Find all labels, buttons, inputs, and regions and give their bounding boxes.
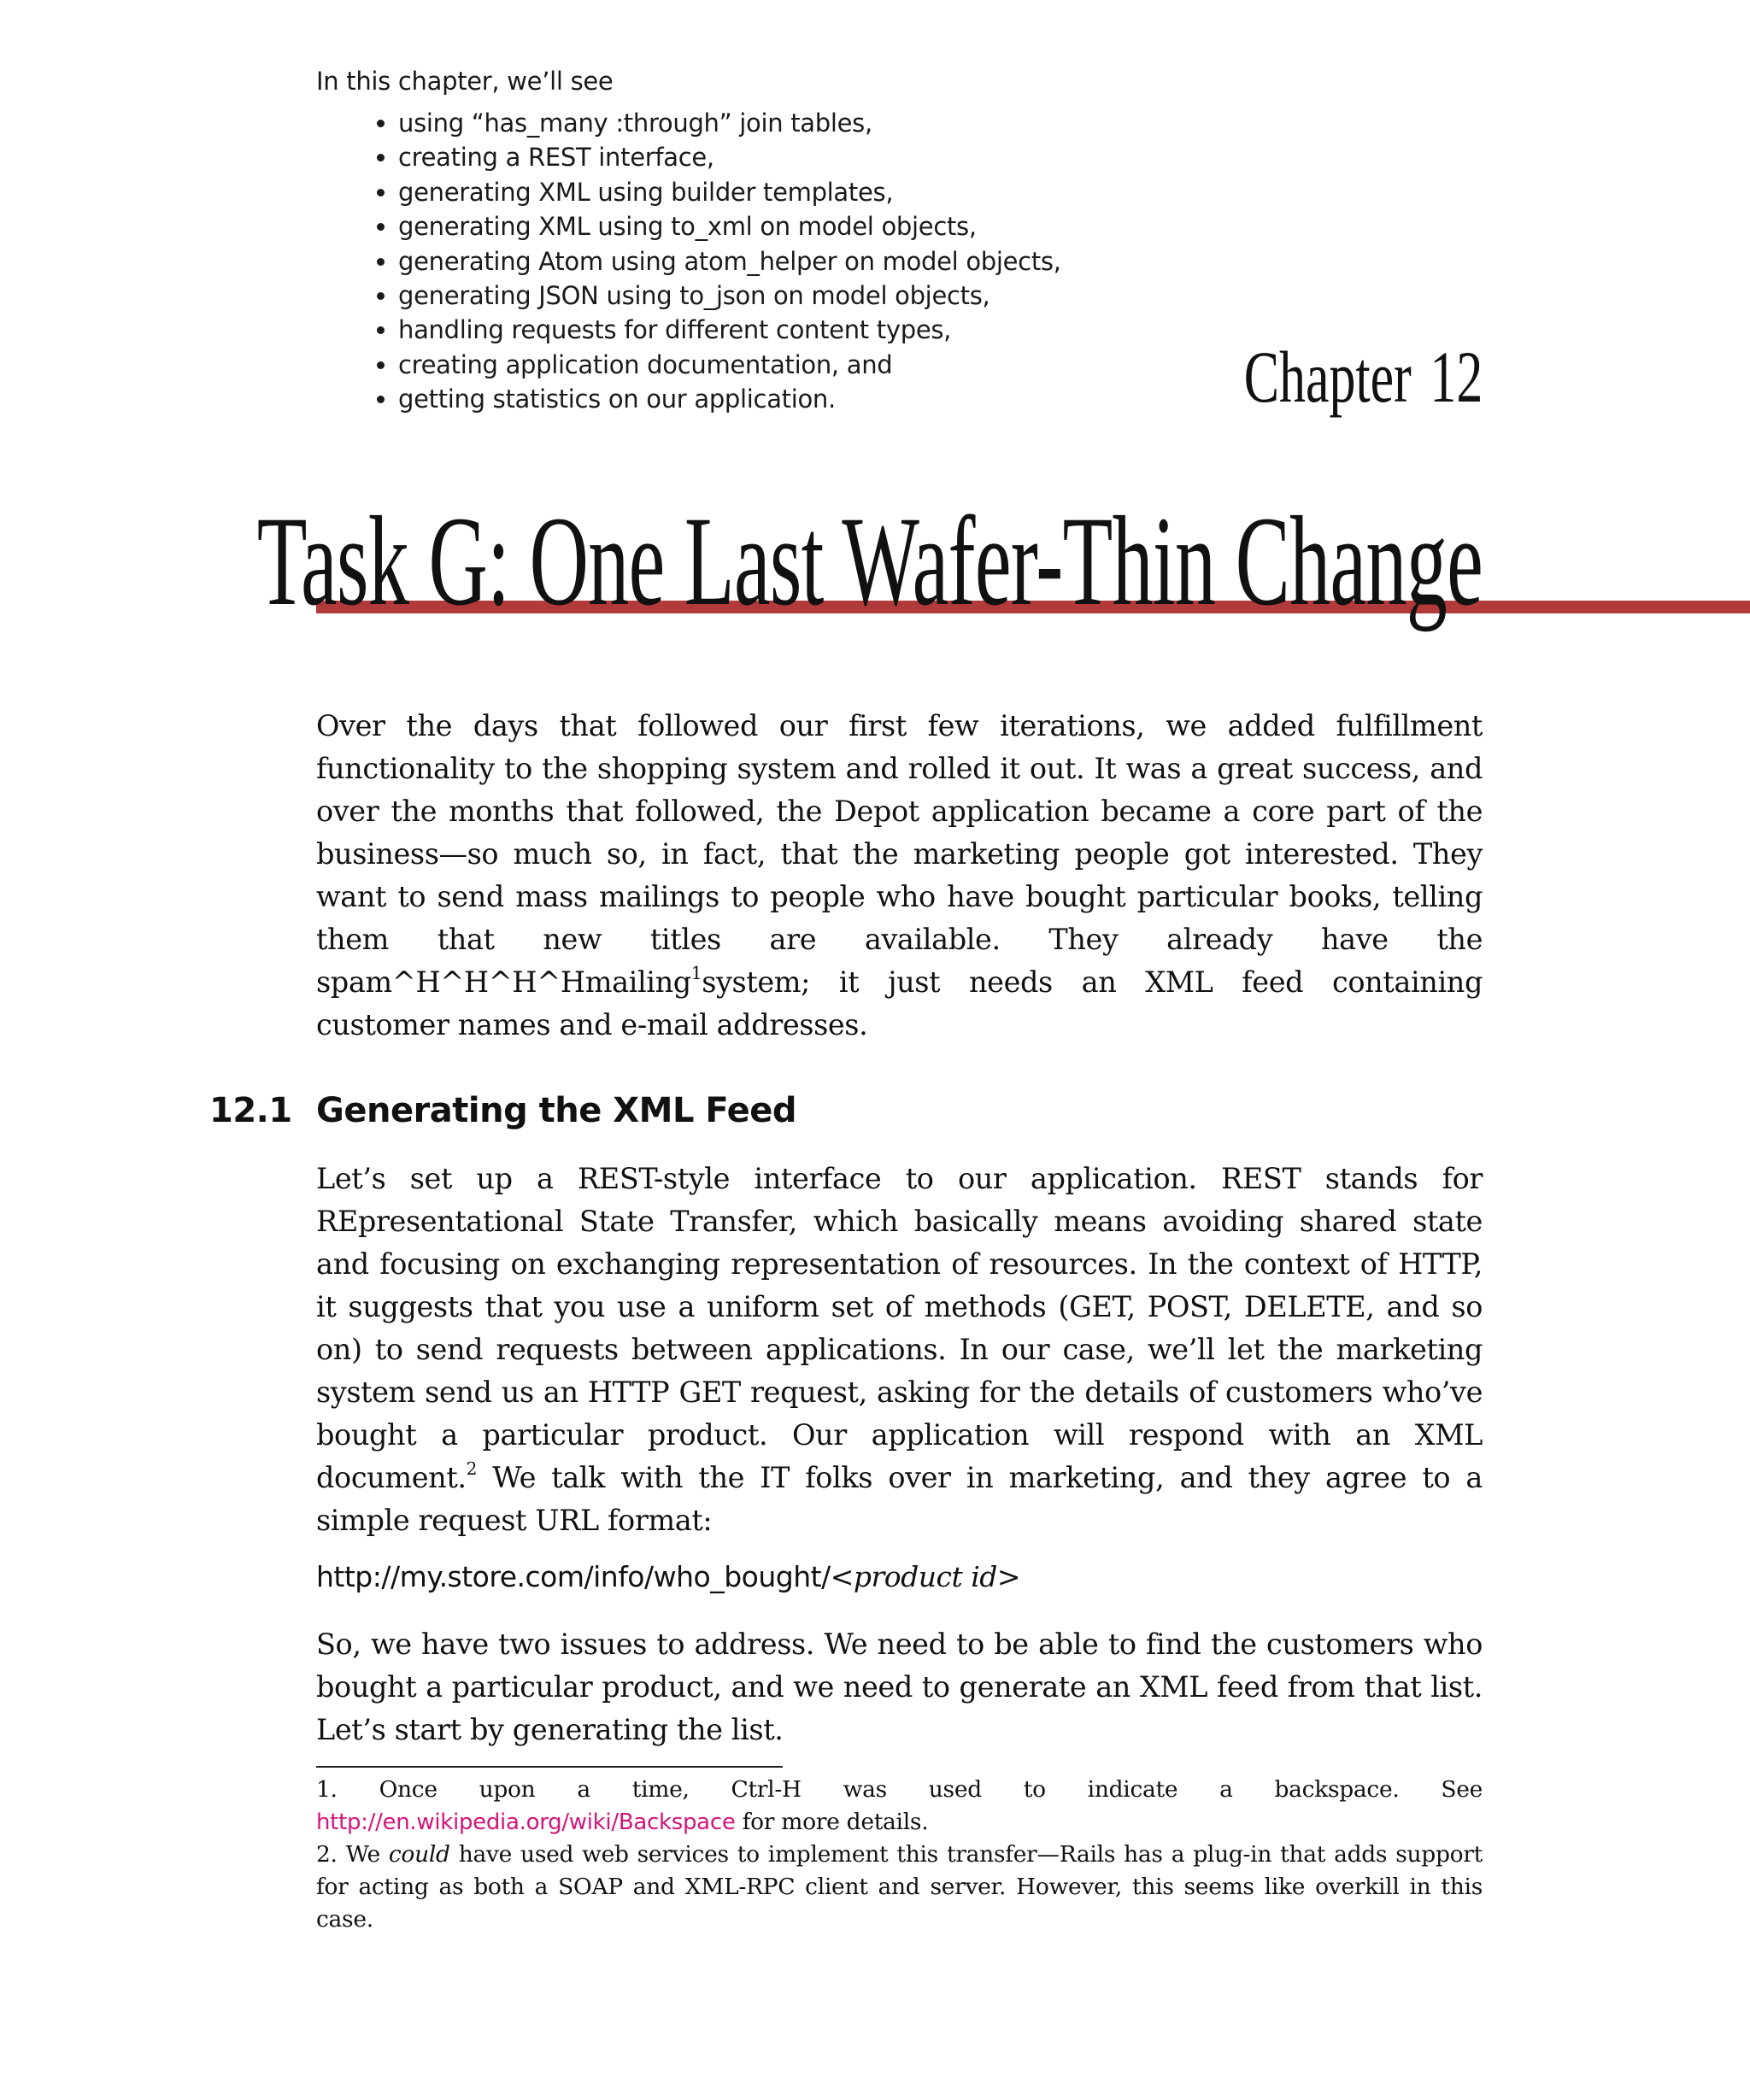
intro-topic-item: • creating application documentation, and [398, 348, 1171, 382]
footnote-2 [316, 1839, 1483, 1936]
chapter-label [1243, 336, 1483, 418]
footnote-ref-2[interactable]: 2 [466, 1458, 478, 1479]
intro-topic-item: • getting statistics on our application. [398, 382, 1171, 416]
intro-topic-item: • handling requests for different content types, [398, 313, 1171, 347]
chapter-word: Chapter [1243, 336, 1412, 418]
intro-topic-item: • creating a REST interface, [398, 140, 1171, 174]
paragraph-text: Let’s set up a REST-style interface to our application. REST stands for REpresentational State Transfer, which basically means avoiding shared state and focusing on exchanging representation of resources. In the context of HTTP, it suggests that you use a uniform set of methods (GET, POST, DELETE, and so on) to send requests between applications. In our case, we’ll let the marketing system send us an HTTP GET request, asking for the details of customers who’ve bought a particular product. Our application will respond with an XML document. [316, 1162, 1483, 1494]
section-title: Generating the XML Feed [316, 1091, 796, 1130]
intro-topic-item: • generating Atom using atom_helper on model objects, [398, 244, 1171, 279]
chapter-title: Task G: One Last Wafer-Thin Change [256, 490, 1483, 632]
footnote-text: for more details. [735, 1809, 929, 1835]
footnote-emphasis: could [388, 1841, 450, 1868]
intro-topic-item: • using “has_many :through” join tables, [398, 106, 1171, 140]
intro-lead: In this chapter, we’ll see [316, 67, 614, 96]
footnote-1 [316, 1774, 1483, 1839]
section-number: 12.1 [209, 1091, 292, 1130]
chapter-number: 12 [1430, 336, 1483, 418]
chapter-intro [316, 67, 1171, 417]
footnote-text: have used web services to implement this transfer—Rails has a plug-in that adds support for acting as both a SOAP and XML-RPC client and server. However, this seems like overkill in this case. [316, 1841, 1483, 1933]
footnotes [316, 1774, 1483, 1936]
paragraph-text: system; it just needs an XML feed containing customer names and e-mail addresses. [316, 965, 1483, 1041]
intro-topic-item: • generating XML using builder templates, [398, 175, 1171, 209]
footnote-number: 2. [316, 1841, 338, 1868]
rest-paragraph [316, 1158, 1483, 1542]
footnote-text: We [337, 1841, 389, 1868]
url-placeholder: <product id> [830, 1560, 1021, 1593]
footnote-ref-1[interactable]: 1 [690, 962, 702, 983]
intro-topic-item: • generating JSON using to_json on model objects, [398, 279, 1171, 313]
request-url-format [316, 1560, 1020, 1593]
paragraph-text: Over the days that followed our first few iterations, we added fulfillment functionality to the shopping system and rolled it out. It was a great success, and over the months that followed, the Depot application became a core part of the business—so much so, in fact, that the marketing people got interested. They want to send mass mailings to people who have bought particular books, telling them that new titles are available. They already have the spam^H^H^H^Hmailing [316, 709, 1483, 999]
url-base: http://my.store.com/info/who_bought/ [316, 1560, 831, 1593]
intro-topic-list [316, 106, 1171, 417]
section-heading [209, 1091, 796, 1130]
intro-paragraph [316, 705, 1483, 1047]
backspace-link[interactable]: http://en.wikipedia.org/wiki/Backspace [316, 1810, 736, 1835]
intro-topic-item: • generating XML using to_xml on model objects, [398, 209, 1171, 243]
paragraph-text: We talk with the IT folks over in marketing, and they agree to a simple request URL format: [316, 1461, 1483, 1537]
footnote-number: 1. [316, 1776, 338, 1803]
footnote-rule [316, 1766, 783, 1768]
footnote-text: Once upon a time, Ctrl-H was used to indicate a backspace. See [337, 1776, 1483, 1803]
issues-paragraph: So, we have two issues to address. We need to be able to find the customers who bought a particular product, and we need to generate an XML feed from that list. Let’s start by generating the list. [316, 1628, 1483, 1746]
